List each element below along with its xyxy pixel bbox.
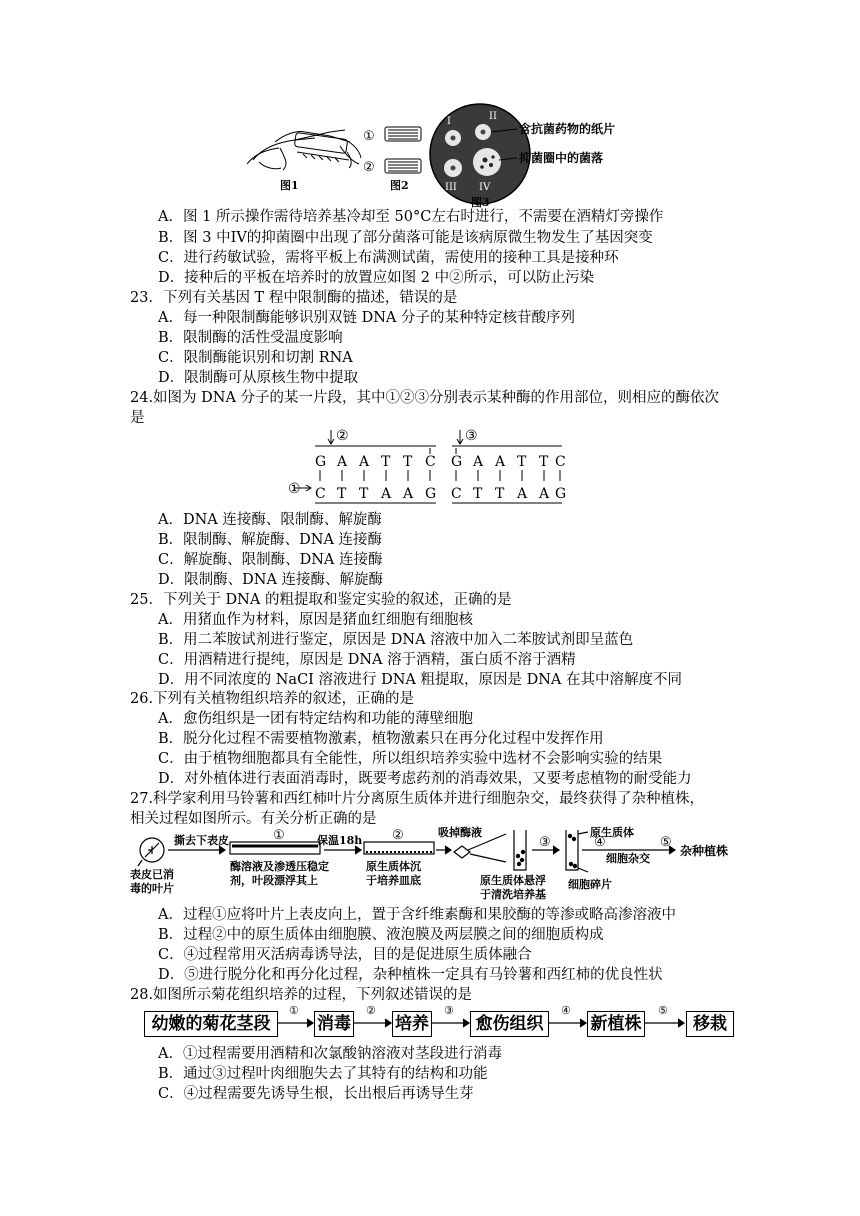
flow-box-transplant: 移栽 (686, 1011, 734, 1037)
roman-1: I (447, 116, 451, 127)
base: A (403, 486, 414, 502)
q27-option-b: B．过程②中的原生质体由细胞膜、液泡膜及两层膜之间的细胞质构成 (158, 927, 604, 943)
base: T (473, 486, 483, 502)
flow-step-5: ⑤ (658, 1004, 668, 1017)
step-3-marker: ③ (539, 835, 551, 850)
base: G (451, 454, 463, 470)
dna-figure (290, 426, 580, 508)
flow-box-disinfect: 消毒 (314, 1011, 354, 1037)
q26-option-d: D．对外植体进行表面消毒时，既要考虑药剂的消毒效果，又要考虑植物的耐受能力 (158, 771, 692, 787)
fig-2-circle-2: ② (363, 160, 375, 175)
base: A (517, 486, 528, 502)
fuse-label: 细胞杂交 (606, 852, 650, 865)
step-2-marker: ② (392, 828, 404, 843)
leaf-caption-2: 毒的叶片 (130, 882, 174, 895)
q28-stem: 28.如图所示菊花组织培养的过程，下列叙述错误的是 (130, 987, 473, 1003)
q25-option-b: B．用二苯胺试剂进行鉴定，原因是 DNA 溶液中加入二苯胺试剂即呈蓝色 (158, 632, 634, 648)
flow-box-culture: 培养 (392, 1011, 432, 1037)
step-1-marker: ① (273, 828, 285, 843)
step-5-marker: ⑤ (660, 835, 672, 850)
flow-box-callus: 愈伤组织 (470, 1011, 549, 1037)
base: C (451, 486, 462, 502)
base: C (555, 454, 566, 470)
debris-label: 细胞碎片 (568, 878, 612, 891)
sink-caption-1: 原生质体沉 (366, 860, 421, 873)
hybrid-label: 杂种植株 (680, 844, 729, 858)
base: A (495, 454, 506, 470)
q27-option-d: D．⑤进行脱分化和再分化过程，杂种植株一定具有马铃薯和西红柿的优良性状 (158, 967, 663, 983)
flow-box-stem-segment: 幼嫩的菊花茎段 (144, 1011, 278, 1037)
q24-option-b: B．限制酶、解旋酶、DNA 连接酶 (158, 532, 383, 548)
q24-option-d: D．限制酶、DNA 连接酶、解旋酶 (158, 572, 384, 588)
q24-option-a: A．DNA 连接酶、限制酶、解旋酶 (158, 512, 382, 528)
q22-option-d: D．接种后的平板在培养时的放置应如图 2 中②所示，可以防止污染 (158, 270, 595, 286)
base: G (555, 486, 567, 502)
protoplast-figure (128, 826, 740, 904)
enzyme-caption-1: 酶溶液及渗透压稳定 (230, 860, 329, 873)
warm-label: 保温18h (317, 834, 363, 847)
roman-2: II (489, 111, 497, 122)
protoplast-label: 原生质体 (590, 826, 634, 839)
q24-option-c: C．解旋酶、限制酶、DNA 连接酶 (158, 552, 383, 568)
fig-3-label: 图3 (471, 196, 490, 209)
q23-option-d: D．限制酶可从原核生物中提取 (158, 370, 359, 386)
fig-1-label: 图1 (280, 179, 299, 192)
q25-option-d: D．用不同浓度的 NaCI 溶液进行 DNA 粗提取，原因是 DNA 在其中溶解度不同 (158, 672, 683, 688)
q22-option-c: C．进行药敏试验，需将平板上布满测试菌，需使用的接种工具是接种环 (158, 250, 619, 266)
q23-stem: 23．下列有关基因 T 程中限制酶的描述，错误的是 (130, 290, 458, 306)
base: A (539, 486, 550, 502)
flow-step-4: ④ (561, 1004, 571, 1017)
base: G (315, 454, 327, 470)
base: G (425, 486, 437, 502)
leaf-caption-1: 表皮已消 (130, 868, 174, 881)
suck-label: 吸掉酶液 (438, 826, 482, 839)
float-caption-1: 原生质体悬浮 (480, 874, 546, 887)
q28-option-a: A．①过程需要用酒精和次氯酸钠溶液对茎段进行消毒 (158, 1046, 502, 1062)
float-caption-2: 于清洗培养基 (480, 888, 546, 901)
base: C (425, 454, 436, 470)
flow-box-new-plant: 新植株 (587, 1011, 645, 1037)
q28-option-b: B．通过③过程叶肉细胞失去了其特有的结构和功能 (158, 1066, 488, 1082)
q27-option-a: A．过程①应将叶片上表皮向上，置于含纤维素酶和果胶酶的等渗或略高渗溶液中 (158, 907, 676, 923)
base: T (403, 454, 413, 470)
q26-option-a: A．愈伤组织是一团有特定结构和功能的薄壁细胞 (158, 711, 473, 727)
enzyme-caption-2: 剂，叶段漂浮其上 (230, 874, 318, 887)
base: A (473, 454, 484, 470)
base: T (359, 486, 369, 502)
base: C (315, 486, 326, 502)
q25-option-a: A．用猪血作为材料，原因是猪血红细胞有细胞核 (158, 612, 473, 628)
step-4-marker: ④ (594, 835, 606, 850)
base: T (381, 454, 391, 470)
dna-marker-2: ② (336, 428, 349, 444)
dna-marker-1: ① (288, 481, 301, 497)
q23-option-a: A．每一种限制酶能够识别双链 DNA 分子的某种特定核苷酸序列 (158, 310, 575, 326)
base: A (359, 454, 370, 470)
q27-stem-line-2: 相关过程如图所示。有关分析正确的是 (130, 811, 377, 827)
figure-2-plates (385, 127, 421, 173)
q25-option-c: C．用酒精进行提纯，原因是 DNA 溶于酒精，蛋白质不溶于酒精 (158, 652, 576, 668)
figure-1-hands-drawing (247, 130, 361, 170)
q26-stem: 26.下列有关植物组织培养的叙述，正确的是 (130, 691, 415, 707)
q22-option-a: A．图 1 所示操作需待培养基冷却至 50°C左右时进行，不需要在酒精灯旁操作 (158, 209, 664, 225)
base: T (337, 486, 347, 502)
sink-caption-2: 于培养皿底 (366, 874, 421, 887)
q26-option-c: C．由于植物细胞都具有全能性，所以组织培养实验中选材不会影响实验的结果 (158, 751, 663, 767)
fig-2-circle-1: ① (363, 129, 375, 144)
tear-label: 撕去下表皮 (174, 834, 229, 847)
roman-3: III (445, 182, 457, 193)
base: A (381, 486, 392, 502)
flow-step-1: ① (289, 1004, 299, 1017)
q23-option-c: C．限制酶能识别和切割 RNA (158, 350, 353, 366)
annot-disc: 含抗菌药物的纸片 (519, 122, 616, 136)
q28-option-c: C．④过程需要先诱导生根，长出根后再诱导生芽 (158, 1086, 474, 1102)
flow-step-3: ③ (444, 1004, 454, 1017)
base: A (337, 454, 348, 470)
flow-step-2: ② (366, 1004, 376, 1017)
q23-option-b: B．限制酶的活性受温度影响 (158, 330, 343, 346)
base: T (539, 454, 549, 470)
q24-stem-line-1: 24.如图为 DNA 分子的某一片段，其中①②③分别表示某种酶的作用部位，则相应的酶依次 (130, 390, 720, 406)
q27-option-c: C．④过程常用灭活病毒诱导法，目的是促进原生质体融合 (158, 947, 532, 963)
annot-colony: 抑菌圈中的菌落 (519, 151, 604, 165)
q22-option-b: B．图 3 中IV的抑菌圈中出现了部分菌落可能是该病原微生物发生了基因突变 (158, 230, 653, 246)
q26-option-b: B．脱分化过程不需要植物激素，植物激素只在再分化过程中发挥作用 (158, 731, 604, 747)
fig-2-label: 图2 (390, 179, 409, 192)
q24-stem-line-2: 是 (130, 410, 145, 426)
q25-stem: 25．下列关于 DNA 的粗提取和鉴定实验的叙述，正确的是 (130, 592, 512, 608)
dna-bases (315, 454, 566, 502)
base: T (517, 454, 527, 470)
roman-4: IV (479, 182, 491, 193)
dna-marker-3: ③ (465, 428, 478, 444)
base: T (495, 486, 505, 502)
figure-top (235, 102, 685, 207)
q27-stem-line-1: 27.科学家利用马铃薯和西红柿叶片分离原生质体并进行细胞杂交，最终获得了杂种植株， (130, 791, 705, 807)
